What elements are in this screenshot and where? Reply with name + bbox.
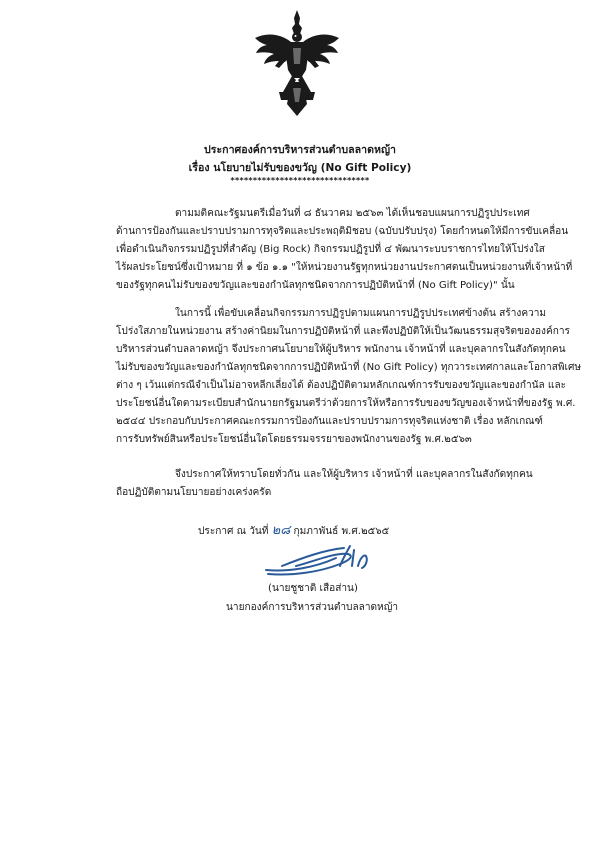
handwritten-signature-icon — [262, 536, 382, 582]
garuda-emblem-icon — [253, 8, 341, 120]
paragraph-2-line: ต่าง ๆ เว้นแต่กรณีจำเป็นไม่อาจหลีกเลี่ยงได้ ต้องปฏิบัติตามหลักเกณฑ์การรับของขวัญและของกำนัล และ — [116, 380, 567, 391]
paragraph-2-line: ๒๕๔๔ ประกอบกับประกาศคณะกรรมการป้องกันและปราบปรามการทุจริตแห่งชาติ เรื่อง หลักเกณฑ์ — [116, 416, 543, 427]
paragraph-2-line: บริหารส่วนตำบลลาดหญ้า จึงประกาศนโยบายให้ผู้บริหาร พนักงาน เจ้าหน้าที่ และบุคลากรในสังกัดทุกคน — [116, 344, 566, 355]
announcement-title: ประกาศองค์การบริหารส่วนตำบลลาดหญ้า — [204, 144, 396, 156]
paragraph-1-line: เพื่อดำเนินกิจกรรมปฏิรูปที่สำคัญ (Big Rock) กิจกรรมปฏิรูปที่ ๔ พัฒนาระบบราชการไทยให้โปร่งใส — [116, 244, 545, 255]
signatory-name: (นายชูชาติ เสือส่าน) — [268, 583, 358, 594]
paragraph-1-line: ไร้ผลประโยชน์ซึ่งเป้าหมาย ที่ ๑ ข้อ ๑.๑ "ให้หน่วยงานรัฐทุกหน่วยงานประกาศตนเป็นหน่วยงานที่เจ้าหน้าที่ — [116, 262, 573, 273]
paragraph-3-line: ถือปฏิบัติตามนโยบายอย่างเคร่งครัด — [116, 487, 272, 498]
paragraph-2-line: ในการนี้ เพื่อขับเคลื่อนกิจกรรมการปฏิรูปตามแผนการปฏิรูปประเทศข้างต้น สร้างความ — [175, 308, 547, 319]
paragraph-2-line: การรับทรัพย์สินหรือประโยชน์อื่นใดโดยธรรมจรรยาของพนักงานของรัฐ พ.ศ.๒๕๖๓ — [116, 434, 472, 445]
announcement-subject: เรื่อง นโยบายไม่รับของขวัญ (No Gift Policy) — [188, 162, 412, 174]
paragraph-1-line: ด้านการป้องกันและปราบปรามการทุจริตและประพฤติมิชอบ (ฉบับปรับปรุง) โดยกำหนดให้มีการขับเคลื่อน — [116, 226, 569, 237]
title-separator: ******************************* — [230, 176, 370, 185]
date-day: ๒๘ — [271, 523, 291, 538]
date-prefix: ประกาศ ณ วันที่ — [198, 526, 269, 537]
date-month-year: กุมภาพันธ์ พ.ศ.๒๕๖๕ — [293, 526, 390, 537]
paragraph-2-line: โปร่งใสภายในหน่วยงาน สร้างค่านิยมในการปฏิบัติหน้าที่ และพึงปฏิบัติให้เป็นวัฒนธรรมสุจริตขององค์การ — [116, 326, 570, 337]
paragraph-1-line: ของรัฐทุกคนไม่รับของขวัญและของกำนัลทุกชนิดจากการปฏิบัติหน้าที่ (No Gift Policy)" นั้น — [116, 280, 515, 291]
paragraph-1-line: ตามมติคณะรัฐมนตรีเมื่อวันที่ ๘ ธันวาคม ๒๕๖๓ ได้เห็นชอบแผนการปฏิรูปประเทศ — [175, 208, 530, 219]
paragraph-2-line: ประโยชน์อื่นใดตามระเบียบสำนักนายกรัฐมนตรีว่าด้วยการให้หรือการรับของขวัญของเจ้าหน้าที่ของรัฐ พ.ศ. — [116, 398, 576, 409]
paragraph-2-line: ไม่รับของขวัญและของกำนัลทุกชนิดจากการปฏิบัติหน้าที่ (No Gift Policy) ทุกวาระเทศกาลและโอกาสพิเศษ — [116, 362, 582, 373]
signatory-position: นายกองค์การบริหารส่วนตำบลลาดหญ้า — [226, 602, 398, 613]
paragraph-3-line: จึงประกาศให้ทราบโดยทั่วกัน และให้ผู้บริหาร เจ้าหน้าที่ และบุคลากรในสังกัดทุกคน — [175, 469, 533, 480]
